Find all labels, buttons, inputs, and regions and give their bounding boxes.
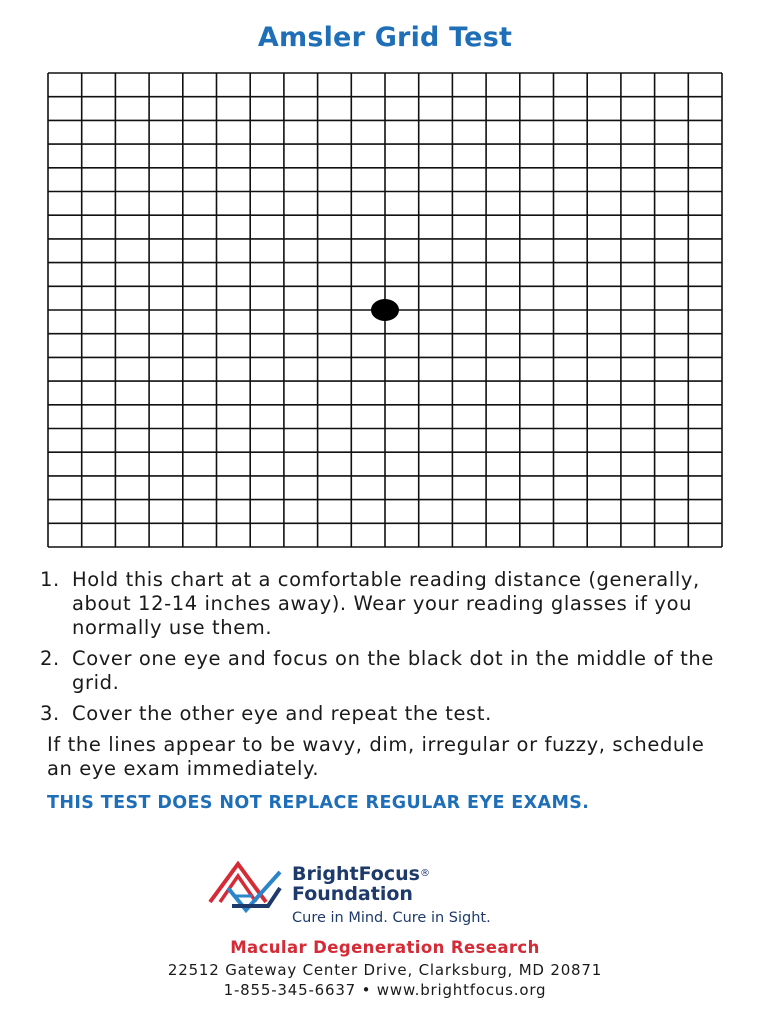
center-focus-dot	[371, 299, 399, 321]
triangle-logo-icon	[206, 858, 286, 914]
instruction-step-2	[40, 647, 730, 695]
disclaimer: THIS TEST DOES NOT REPLACE REGULAR EYE EXAMS.	[47, 793, 590, 813]
registered-mark: ®	[419, 868, 430, 879]
step-text: Hold this chart at a comfortable reading distance (generally, about 12-14 inches away). Wear your reading glasses if you normally use them.	[72, 568, 700, 639]
warning-note: If the lines appear to be wavy, dim, irregular or fuzzy, schedule an eye exam immediately.	[47, 733, 705, 780]
brightfocus-logo	[206, 858, 566, 930]
logo-line-1: BrightFocus	[292, 863, 420, 885]
instructions	[40, 568, 730, 815]
logo-line-2: Foundation	[292, 883, 413, 905]
program-name: Macular Degeneration Research	[230, 938, 540, 957]
amsler-grid-svg	[47, 72, 723, 548]
step-number: 3.	[40, 702, 60, 725]
logo-tagline: Cure in Mind. Cure in Sight.	[292, 910, 491, 926]
step-number: 1.	[40, 568, 60, 591]
step-text: Cover the other eye and repeat the test.	[72, 702, 492, 725]
step-number: 2.	[40, 647, 60, 670]
address: 22512 Gateway Center Drive, Clarksburg, MD 20871	[167, 961, 603, 979]
contact-info: 1-855-345-6637 • www.brightfocus.org	[223, 981, 547, 999]
amsler-grid	[47, 72, 723, 548]
instruction-step-1	[40, 568, 730, 640]
step-text: Cover one eye and focus on the black dot in the middle of the grid.	[72, 647, 714, 694]
logo-wordmark	[292, 864, 430, 904]
instruction-step-3	[40, 702, 730, 726]
page-title: Amsler Grid Test	[257, 22, 513, 53]
